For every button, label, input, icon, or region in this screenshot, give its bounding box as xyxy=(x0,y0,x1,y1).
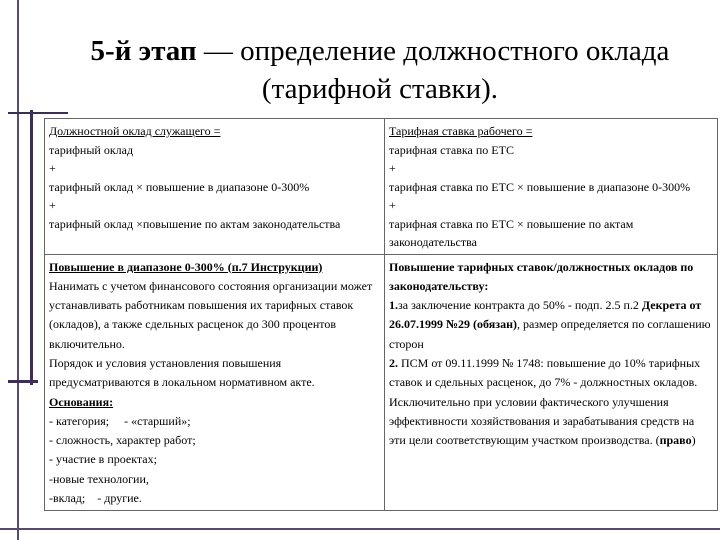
formula-line: тарифный оклад xyxy=(49,142,134,157)
decorative-horizontal-line-lower xyxy=(8,380,38,383)
bases-item: - участие в проектах; xyxy=(49,452,157,467)
bases-item: - категория; - «старший»; xyxy=(49,413,191,428)
range-increase-text: Нанимать с учетом финансового состояния организации может устанавливать работникам повышения их тарифных ставок (окладов), а также сдельных расценок до 300 процентов включительно. xyxy=(49,278,376,351)
formula-line: тарифная ставка по ЕТС xyxy=(389,142,514,157)
item-2-text: ПСМ от 09.11.1999 № 1748: повышение до 10% тарифных ставок и сдельных расценок, до 7% - должностных окладов. Исключительно при условии фактического улучшения эффективности хозяйствования и зарабатывания средств на эти цели соответствующим участком производства. ( xyxy=(389,355,704,448)
item-2-right: право xyxy=(659,433,692,448)
formula-line: + xyxy=(49,161,56,175)
legal-increase-heading: Повышение тарифных ставок/должностных окладов по законодательству: xyxy=(389,259,697,293)
formula-line: + xyxy=(49,198,56,212)
worker-rate-heading: Тарифная ставка рабочего = xyxy=(389,124,533,138)
decorative-bottom-line xyxy=(0,528,720,530)
formula-line: + xyxy=(389,198,396,212)
item-1-decree: Декрета от 26.07.1999 №29 (обязан) xyxy=(389,298,705,332)
item-1-text: за заключение контракта до 50% - подп. 2.5 п.2 xyxy=(398,298,642,313)
bases-item: -новые технологии, xyxy=(49,471,149,486)
item-2-close: ) xyxy=(691,433,696,448)
range-increase-procedure: Порядок и условия установления повышения предусматриваются в локальном нормативном акте. xyxy=(49,355,315,390)
formula-line: тарифный оклад ×повышение по актам законодательства xyxy=(49,216,341,231)
formula-line: тарифная ставка по ЕТС × повышение в диапазоне 0-300% xyxy=(389,179,691,194)
title-stage: 5-й этап xyxy=(90,35,197,67)
decorative-vertical-line xyxy=(17,0,19,540)
item-1-tail: , размер определяется по соглашению сторон xyxy=(389,317,714,351)
title-line-1 xyxy=(60,32,700,70)
table-row-formulas xyxy=(45,119,718,255)
range-increase-cell xyxy=(45,254,385,511)
legal-increase-item-1 xyxy=(389,296,713,354)
worker-rate-cell xyxy=(385,119,718,255)
item-number: 1. xyxy=(389,298,398,313)
decorative-horizontal-line xyxy=(8,112,68,114)
formula-line: + xyxy=(389,161,396,175)
salary-table xyxy=(44,118,718,511)
formula-line: тарифная ставка по ЕТС × повышение по актам законодательства xyxy=(389,216,637,249)
title-line-2: (тарифной ставки). xyxy=(261,73,499,105)
bases-item: -вклад; - другие. xyxy=(49,491,142,506)
item-number: 2. xyxy=(389,355,398,370)
bases-item: - сложность, характер работ; xyxy=(49,433,196,448)
legal-increase-cell xyxy=(385,254,718,511)
title-line-1-rest: — определение должностного оклада xyxy=(196,35,670,67)
employee-salary-heading: Должностной оклад служащего = xyxy=(49,124,221,138)
range-increase-heading: Повышение в диапазоне 0-300% (п.7 Инструкции) xyxy=(49,259,323,274)
decorative-accent-bar xyxy=(30,110,33,385)
formula-line: тарифный оклад × повышение в диапазоне 0-300% xyxy=(49,179,310,194)
bases-label: Основания: xyxy=(49,394,114,409)
legal-increase-item-2 xyxy=(389,354,713,450)
employee-salary-cell xyxy=(45,119,385,255)
table-row-increases xyxy=(45,254,718,511)
slide-title xyxy=(60,32,700,108)
